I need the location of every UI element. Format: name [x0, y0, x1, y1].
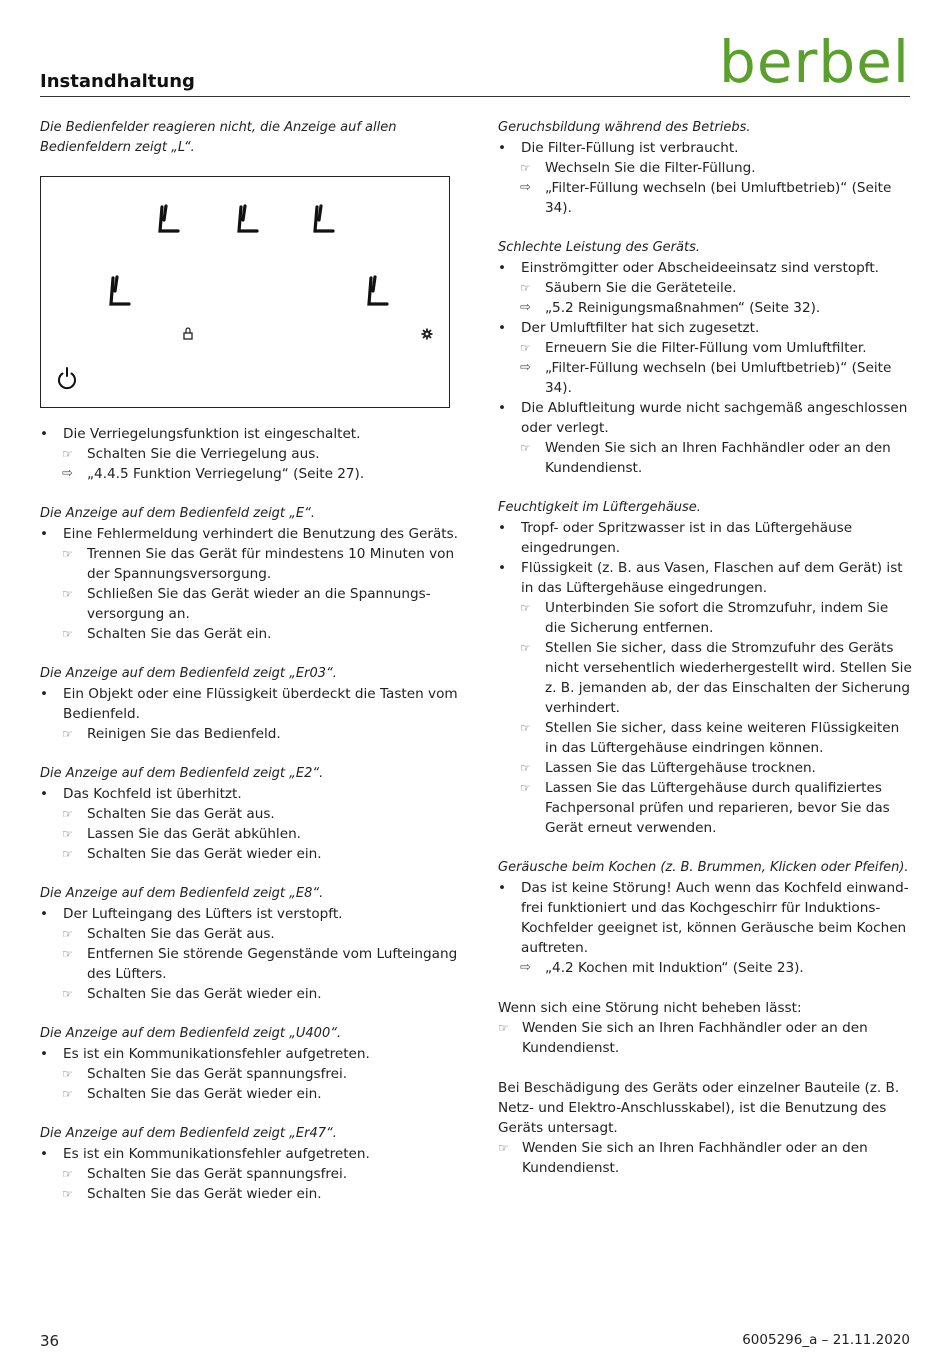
- section-heading: Schlechte Leistung des Geräts.: [498, 240, 700, 255]
- section-heading: Geruchsbildung während des Betriebs.: [498, 120, 751, 135]
- action-item: ☞ Schalten Sie das Gerät spannungsfrei.: [40, 1064, 460, 1084]
- section-heading: Die Anzeige auf dem Bedienfeld zeigt „Er03“.: [40, 666, 337, 681]
- action-item: ☞ Säubern Sie die Geräteteile.: [498, 278, 912, 298]
- odor-section: [498, 118, 912, 218]
- cause-bullet: • Einströmgitter oder Abscheideeinsatz sind verstopft.: [498, 258, 912, 278]
- cause-bullet: • Es ist ein Kommunikationsfehler aufgetreten.: [40, 1044, 460, 1064]
- paragraph: Bei Beschädigung des Geräts oder einzelner Bauteile (z. B. Netz- und Elektro-Anschlusskabel), ist die Benutzung des Geräts untersagt.: [498, 1080, 900, 1136]
- page-reference: ⇨ „5.2 Reinigungsmaßnahmen“ (Seite 32).: [498, 298, 912, 318]
- section-heading: Die Anzeige auf dem Bedienfeld zeigt „E“.: [40, 506, 315, 521]
- cause-bullet: • Der Lufteingang des Lüfters ist verstopft.: [40, 904, 460, 924]
- cause-bullet: • Tropf- oder Spritzwasser ist in das Lüftergehäuse eingedrungen.: [498, 518, 912, 558]
- damage-section: [498, 1078, 912, 1178]
- action-item: ☞ Schalten Sie das Gerät wieder ein.: [40, 1184, 460, 1204]
- action-item: ☞ Schalten Sie das Gerät spannungsfrei.: [40, 1164, 460, 1184]
- action-item: ☞ Schließen Sie das Gerät wieder an die Spannungs-versorgung an.: [40, 584, 460, 624]
- error-u400-section: [40, 1024, 460, 1104]
- action-item: ☞ Schalten Sie das Gerät ein.: [40, 624, 460, 644]
- header-rule: [40, 96, 910, 97]
- section-heading: Die Anzeige auf dem Bedienfeld zeigt „Er47“.: [40, 1126, 337, 1141]
- action-item: ☞ Erneuern Sie die Filter-Füllung vom Umluftfilter.: [498, 338, 912, 358]
- display-digits: [111, 206, 387, 304]
- page-reference: ⇨ „4.4.5 Funktion Verriegelung“ (Seite 27).: [40, 464, 460, 484]
- error-e-section: [40, 504, 460, 644]
- digit-l-2: [239, 206, 257, 231]
- page-reference: ⇨ „4.2 Kochen mit Induktion“ (Seite 23).: [498, 958, 912, 978]
- action-item: ☞ Lassen Sie das Lüftergehäuse durch qualifiziertes Fachpersonal prüfen und reparieren, bevor Sie das Gerät erneut verwenden.: [498, 778, 912, 838]
- action-item: ☞ Entfernen Sie störende Gegenstände vom Lufteingang des Lüfters.: [40, 944, 460, 984]
- right-column: [498, 118, 912, 1198]
- noise-section: [498, 858, 912, 978]
- brand-logo: berbel: [719, 28, 910, 96]
- action-item: ☞ Lassen Sie das Gerät abkühlen.: [40, 824, 460, 844]
- error-e2-section: [40, 764, 460, 864]
- action-item: ☞ Lassen Sie das Lüftergehäuse trocknen.: [498, 758, 912, 778]
- page-reference: ⇨ „Filter-Füllung wechseln (bei Umluftbetrieb)“ (Seite 34).: [498, 178, 912, 218]
- cause-bullet: • Das Kochfeld ist überhitzt.: [40, 784, 460, 804]
- cause-bullet: • Ein Objekt oder eine Flüssigkeit überdeckt die Tasten vom Bedienfeld.: [40, 684, 460, 724]
- digit-l-4: [111, 277, 129, 304]
- cause-bullet: • Eine Fehlermeldung verhindert die Benutzung des Geräts.: [40, 524, 460, 544]
- control-panel-svg: [41, 177, 449, 407]
- section-heading: Feuchtigkeit im Lüftergehäuse.: [498, 500, 701, 515]
- action-item: ☞ Schalten Sie das Gerät wieder ein.: [40, 984, 460, 1004]
- action-item: ☞ Wenden Sie sich an Ihren Fachhändler oder an den Kundendienst.: [498, 438, 912, 478]
- section-heading: Die Anzeige auf dem Bedienfeld zeigt „U400“.: [40, 1026, 342, 1041]
- error-er47-section: [40, 1124, 460, 1204]
- moisture-section: [498, 498, 912, 838]
- action-item: ☞ Wenden Sie sich an Ihren Fachhändler oder an den Kundendienst.: [498, 1138, 912, 1178]
- cause-bullet: • Flüssigkeit (z. B. aus Vasen, Flaschen auf dem Gerät) ist in das Lüftergehäuse eingedrungen.: [498, 558, 912, 598]
- cause-bullet: • Die Abluftleitung wurde nicht sachgemäß angeschlossen oder verlegt.: [498, 398, 912, 438]
- page-reference: ⇨ „Filter-Füllung wechseln (bei Umluftbetrieb)“ (Seite 34).: [498, 358, 912, 398]
- action-item: ☞ Schalten Sie das Gerät wieder ein.: [40, 1084, 460, 1104]
- error-er03-section: [40, 664, 460, 744]
- action-item: ☞ Schalten Sie das Gerät aus.: [40, 924, 460, 944]
- left-column: [40, 118, 460, 1224]
- action-item: ☞ Unterbinden Sie sofort die Stromzufuhr, indem Sie die Sicherung entfernen.: [498, 598, 912, 638]
- action-item: ☞ Schalten Sie die Verriegelung aus.: [40, 444, 460, 464]
- cause-bullet: • Der Umluftfilter hat sich zugesetzt.: [498, 318, 912, 338]
- document-id: 6005296_a – 21.11.2020: [742, 1332, 910, 1348]
- lock-icon: [184, 328, 192, 339]
- control-panel-illustration: [40, 176, 450, 408]
- section-title: Instandhaltung: [40, 71, 195, 92]
- cause-bullet: • Es ist ein Kommunikationsfehler aufgetreten.: [40, 1144, 460, 1164]
- power-icon: [59, 368, 75, 388]
- cause-bullet: • Die Filter-Füllung ist verbraucht.: [498, 138, 912, 158]
- cause-bullet: • Die Verriegelungsfunktion ist eingeschaltet.: [40, 424, 460, 444]
- action-item: ☞ Reinigen Sie das Bedienfeld.: [40, 724, 460, 744]
- action-item: ☞ Schalten Sie das Gerät wieder ein.: [40, 844, 460, 864]
- cause-bullet: • Das ist keine Störung! Auch wenn das Kochfeld einwand-frei funktioniert und das Kochgeschirr für Induktions-Kochfelder geeignet ist, können Geräusche beim Kochen auftreten.: [498, 878, 912, 958]
- section-heading: Die Anzeige auf dem Bedienfeld zeigt „E2“.: [40, 766, 324, 781]
- digit-l-1: [160, 206, 178, 231]
- intro-title: Die Bedienfelder reagieren nicht, die Anzeige auf allen Bedienfeldern zeigt „L“.: [40, 120, 397, 155]
- action-item: ☞ Stellen Sie sicher, dass keine weiteren Flüssigkeiten in das Lüftergehäuse eindringen können.: [498, 718, 912, 758]
- digit-l-5: [369, 277, 387, 304]
- performance-section: [498, 238, 912, 478]
- digit-l-3: [315, 206, 333, 231]
- lock-section: [40, 424, 460, 484]
- action-item: ☞ Wenden Sie sich an Ihren Fachhändler oder an den Kundendienst.: [498, 1018, 912, 1058]
- section-heading: Geräusche beim Kochen (z. B. Brummen, Klicken oder Pfeifen).: [498, 860, 909, 875]
- page-number: 36: [40, 1332, 60, 1350]
- action-item: ☞ Stellen Sie sicher, dass die Stromzufuhr des Geräts nicht versehentlich wiederhergestellt wird. Stellen Sie z. B. jemanden ab, der das Einschalten der Sicherung verhindert.: [498, 638, 912, 718]
- action-item: ☞ Trennen Sie das Gerät für mindestens 10 Minuten von der Spannungsversorgung.: [40, 544, 460, 584]
- paragraph: Wenn sich eine Störung nicht beheben lässt:: [498, 1000, 802, 1016]
- gear-icon: [422, 329, 433, 340]
- action-item: ☞ Wechseln Sie die Filter-Füllung.: [498, 158, 912, 178]
- action-item: ☞ Schalten Sie das Gerät aus.: [40, 804, 460, 824]
- section-heading: Die Anzeige auf dem Bedienfeld zeigt „E8“.: [40, 886, 324, 901]
- error-e8-section: [40, 884, 460, 1004]
- unresolved-section: [498, 998, 912, 1058]
